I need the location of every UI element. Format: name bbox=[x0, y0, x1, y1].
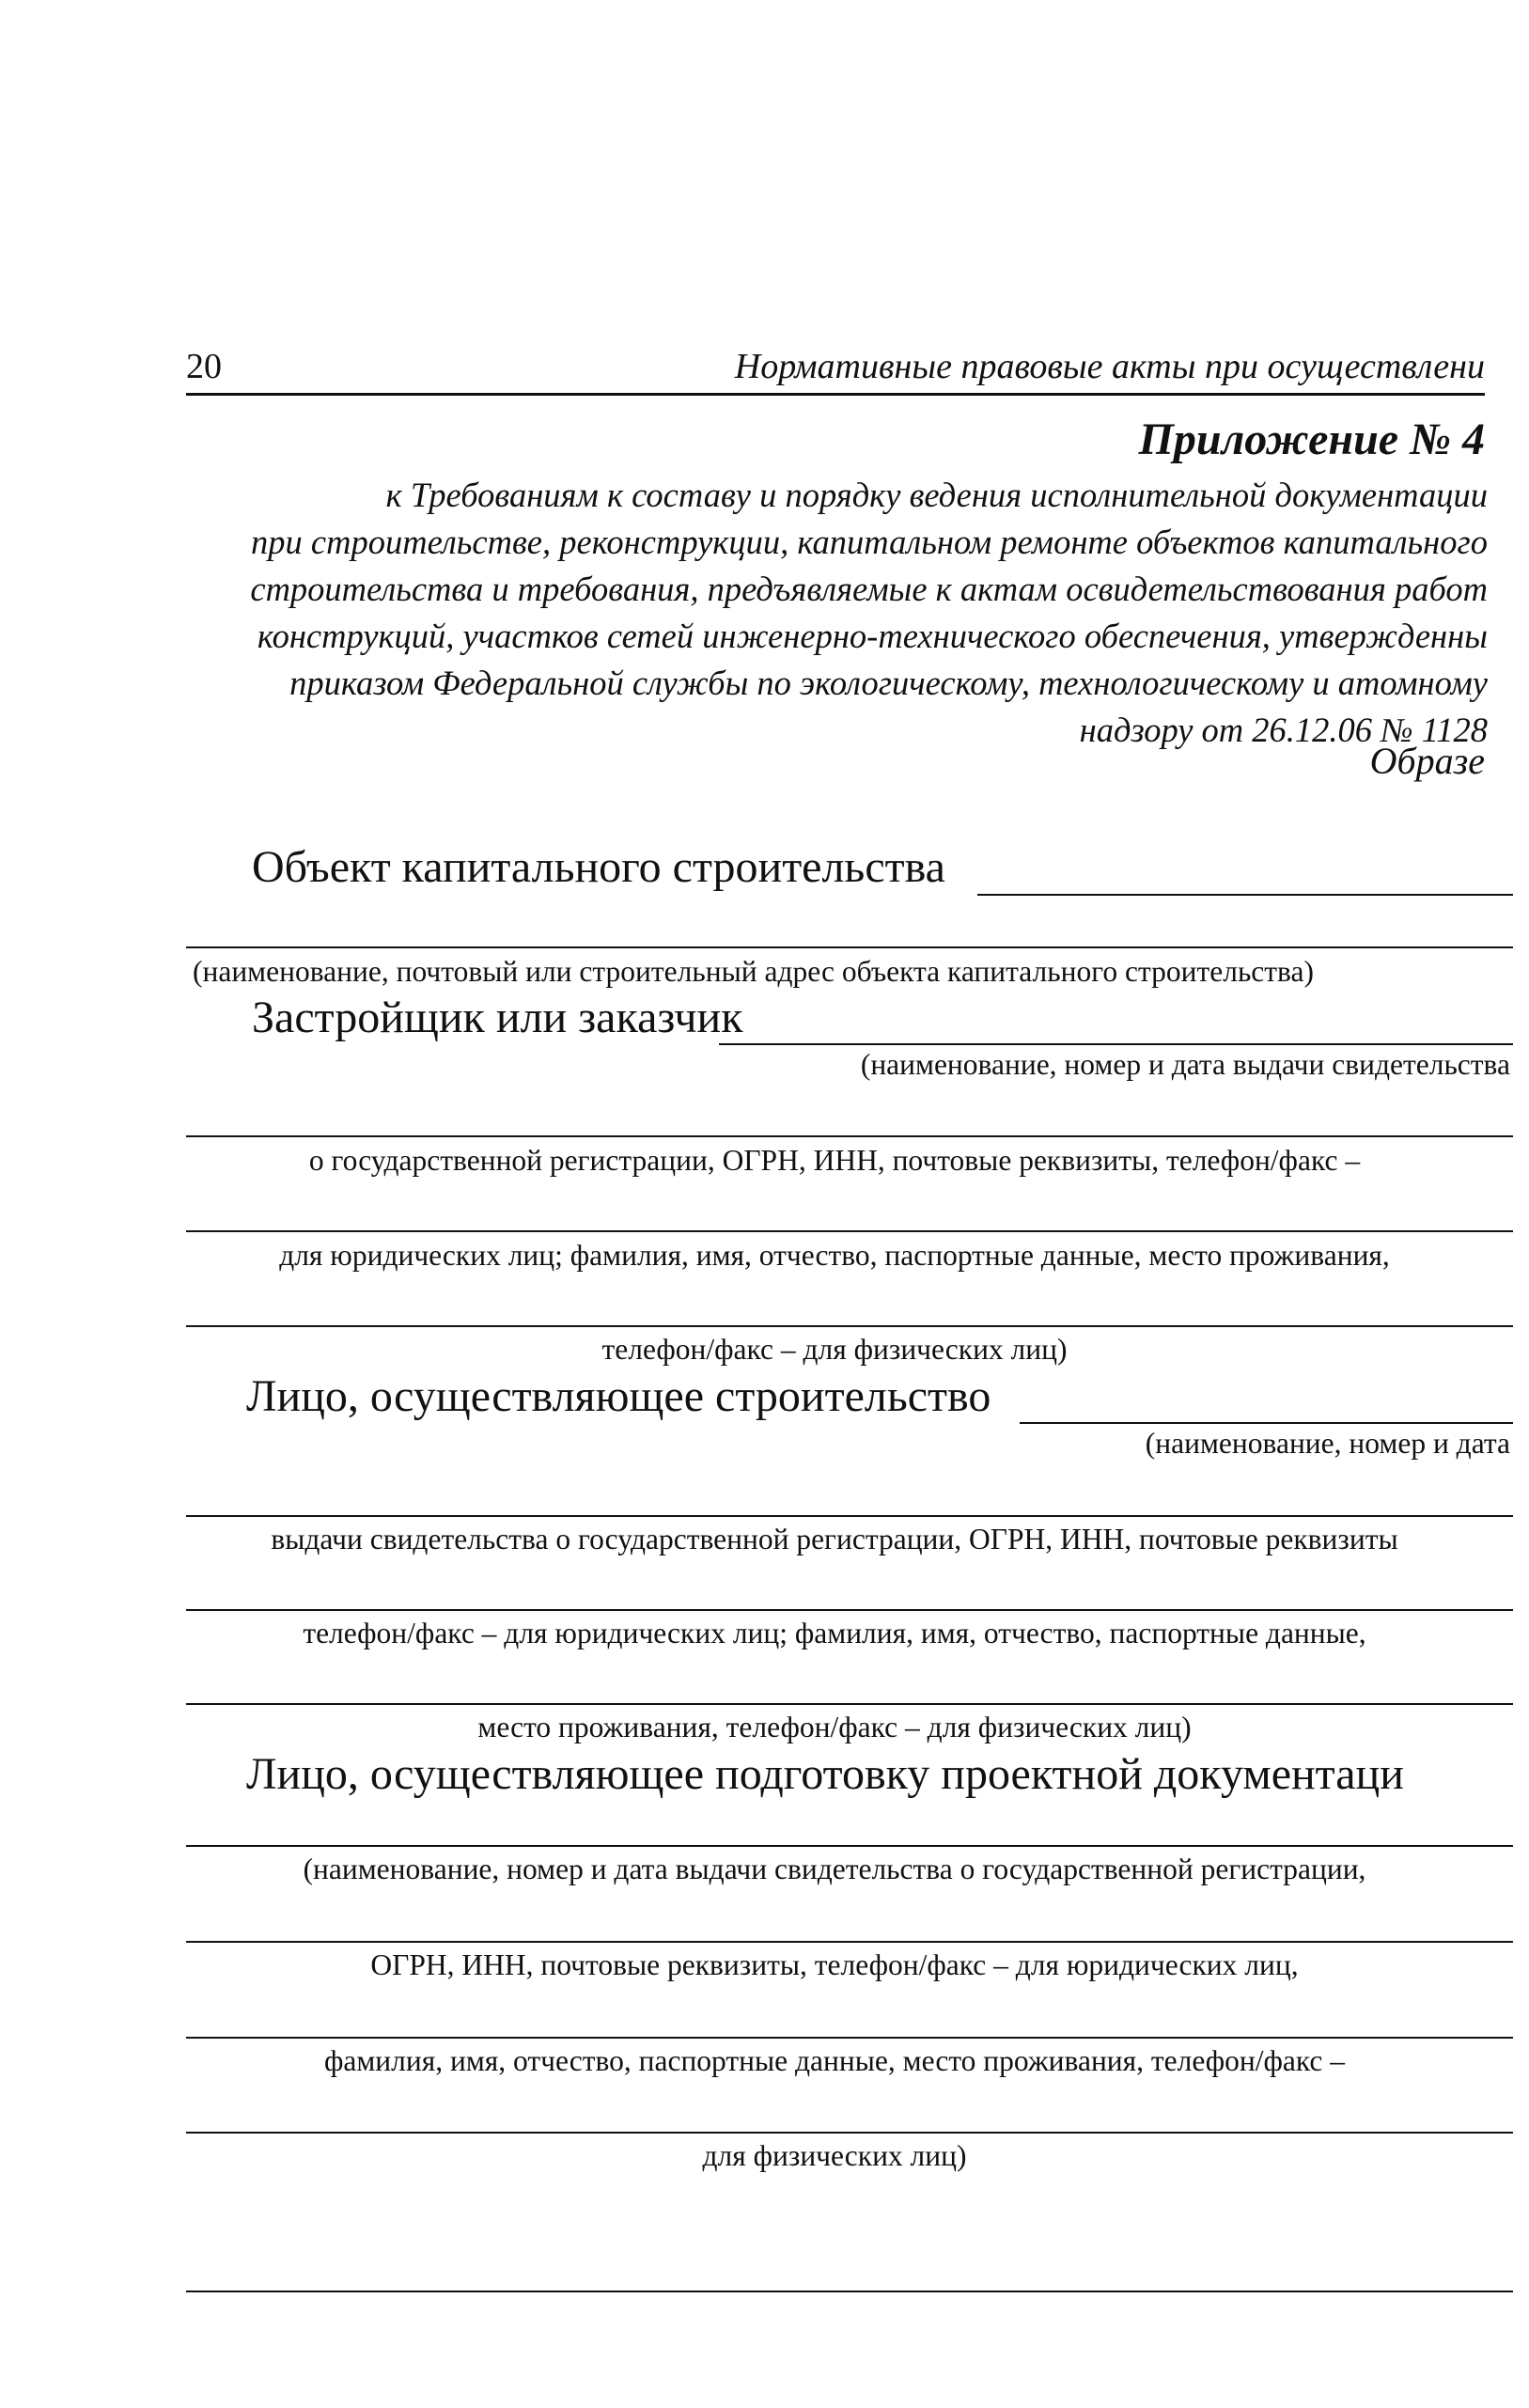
appendix-line: к Требованиям к составу и порядку ведения исполнительной документации bbox=[385, 476, 1488, 514]
developer-label: Застройщик или заказчик bbox=[252, 993, 743, 1042]
appendix-line: приказом Федеральной службы по экологическому, технологическому и атомному bbox=[289, 664, 1488, 702]
builder-caption-4: место проживания, телефон/факс – для физических лиц) bbox=[477, 1711, 1192, 1743]
designer-caption-4: для физических лиц) bbox=[702, 2139, 967, 2172]
object-fill-line-2 bbox=[186, 946, 1513, 948]
developer-caption-3: для юридических лиц; фамилия, имя, отчество, паспортные данные, место проживания, bbox=[279, 1239, 1390, 1272]
builder-caption-2: выдачи свидетельства о государственной регистрации, ОГРН, ИНН, почтовые реквизиты bbox=[271, 1523, 1398, 1556]
appendix-line: строительства и требования, предъявляемые к актам освидетельствования работ bbox=[250, 570, 1488, 608]
page-number: 20 bbox=[186, 347, 222, 386]
running-title: Нормативные правовые акты при осуществлени bbox=[734, 347, 1485, 386]
designer-caption-2: ОГРН, ИНН, почтовые реквизиты, телефон/факс – для юридических лиц, bbox=[370, 1948, 1299, 1981]
developer-fill-line-3 bbox=[186, 1230, 1513, 1232]
builder-fill-line-2 bbox=[186, 1515, 1513, 1517]
developer-fill-line-2 bbox=[186, 1135, 1513, 1137]
builder-label: Лицо, осуществляющее строительство bbox=[246, 1371, 991, 1421]
developer-fill-line-4 bbox=[186, 1325, 1513, 1327]
appendix-line: при строительстве, реконструкции, капитальном ремонте объектов капитального bbox=[251, 523, 1488, 561]
developer-fill-line bbox=[719, 1043, 1513, 1045]
object-label: Объект капитального строительства bbox=[252, 842, 945, 892]
object-caption: (наименование, почтовый или строительный адрес объекта капитального строительства) bbox=[193, 955, 1314, 988]
designer-label: Лицо, осуществляющее подготовку проектной документаци bbox=[246, 1749, 1404, 1799]
developer-caption-1: (наименование, номер и дата выдачи свидетельства bbox=[860, 1048, 1510, 1081]
appendix-line: надзору от 26.12.06 № 1128 bbox=[1079, 711, 1488, 749]
builder-fill-line-3 bbox=[186, 1609, 1513, 1611]
designer-caption-3: фамилия, имя, отчество, паспортные данные, место проживания, телефон/факс – bbox=[323, 2044, 1346, 2077]
header-rule bbox=[186, 393, 1485, 396]
designer-fill-line bbox=[186, 1845, 1513, 1847]
object-fill-line bbox=[977, 894, 1513, 896]
appendix-title: Приложение № 4 bbox=[1138, 414, 1485, 464]
designer-fill-line-3 bbox=[186, 2037, 1513, 2039]
builder-caption-1: (наименование, номер и дата bbox=[1145, 1427, 1510, 1460]
builder-caption-3: телефон/факс – для юридических лиц; фамилия, имя, отчество, паспортные данные, bbox=[303, 1617, 1366, 1650]
designer-caption-1: (наименование, номер и дата выдачи свидетельства о государственной регистрации, bbox=[303, 1853, 1366, 1885]
developer-caption-2: о государственной регистрации, ОГРН, ИНН, почтовые реквизиты, телефон/факс – bbox=[308, 1144, 1361, 1177]
appendix-line: конструкций, участков сетей инженерно-технического обеспечения, утвержденны bbox=[257, 617, 1488, 655]
designer-fill-line-5 bbox=[186, 2291, 1513, 2292]
builder-fill-line-4 bbox=[186, 1703, 1513, 1705]
sample-label: Образе bbox=[1369, 740, 1485, 782]
designer-fill-line-4 bbox=[186, 2132, 1513, 2134]
appendix-reference bbox=[172, 472, 1488, 754]
builder-fill-line bbox=[1020, 1422, 1513, 1424]
developer-caption-4: телефон/факс – для физических лиц) bbox=[601, 1333, 1068, 1366]
designer-fill-line-2 bbox=[186, 1941, 1513, 1943]
